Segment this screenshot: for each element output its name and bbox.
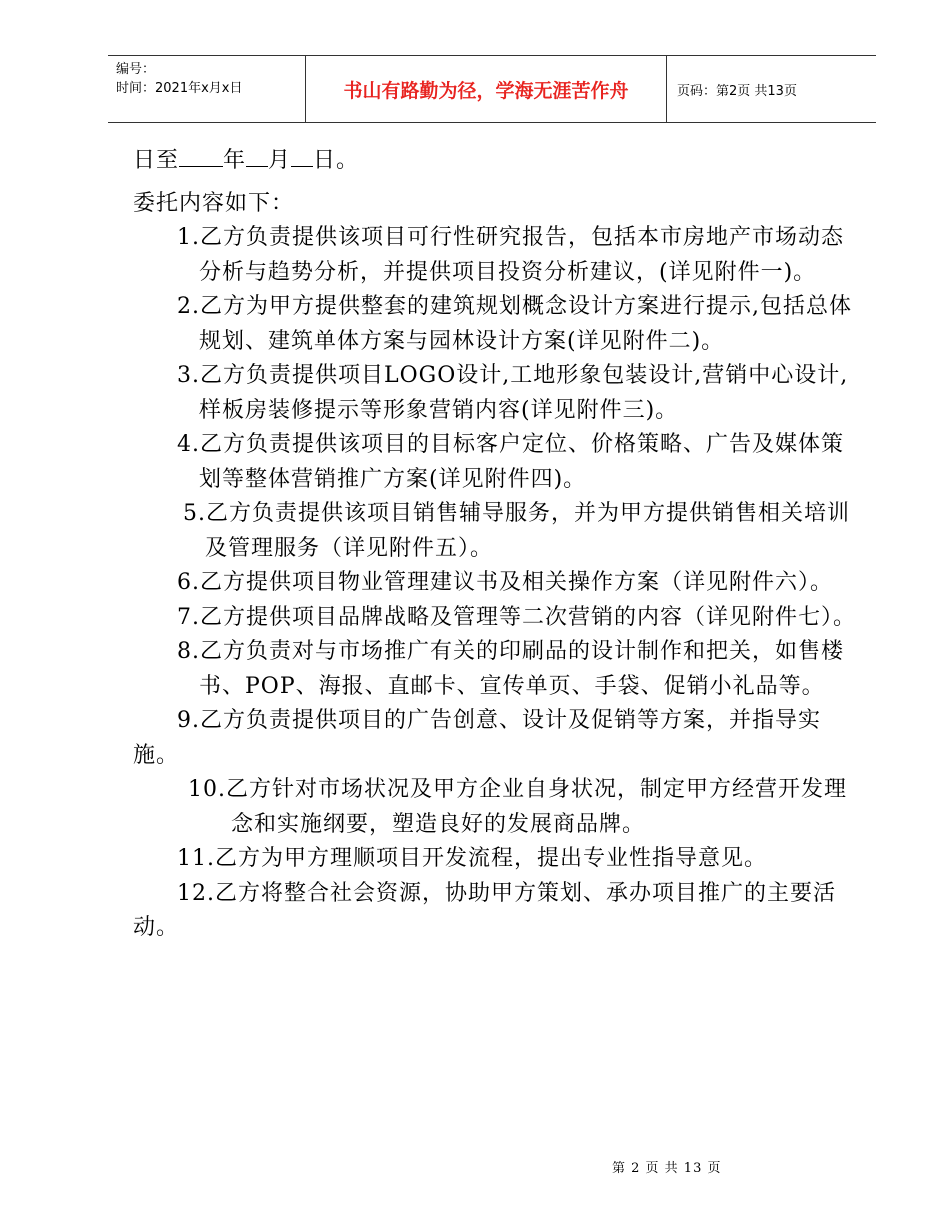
list-item: 9.乙方负责提供项目的广告创意、设计及促销等方案，并指导实施。	[133, 708, 821, 768]
day-blank	[291, 142, 313, 167]
list-item: 3.乙方负责提供项目LOGO设计,工地形象包装设计,营销中心设计,样板房装修提示等形象营销内容(详见附件三)。	[177, 363, 849, 423]
intro-line: 委托内容如下：	[133, 190, 295, 216]
header-page-number: 页码：第2页 共13页	[677, 83, 797, 99]
list-item: 4.乙方负责提供该项目的目标客户定位、价格策略、广告及媒体策划等整体营销推广方案(详见附件四)。	[177, 432, 844, 492]
month-blank	[246, 142, 268, 167]
list-item: 6.乙方提供项目物业管理建议书及相关操作方案（详见附件六）。	[177, 570, 833, 595]
page-footer: 第 2 页 共 13 页	[612, 1161, 722, 1176]
date-text-month: 月	[268, 148, 292, 173]
page-header	[108, 55, 876, 123]
date-line	[133, 142, 863, 179]
date-text-start: 日至	[133, 148, 180, 173]
list-item: 7.乙方提供项目品牌战略及管理等二次营销的内容（详见附件七）。	[177, 604, 856, 630]
document-body	[133, 142, 863, 946]
list-item-continuation: 念和实施纲要，塑造良好的发展商品牌。	[231, 811, 646, 837]
document-number-label: 编号：	[116, 62, 156, 77]
list-item: 5.乙方负责提供该项目销售辅导服务，并为甲方提供销售相关培训及管理服务（详见附件五）。	[183, 501, 850, 561]
list-item: 10.乙方针对市场状况及甲方企业自身状况，制定甲方经营开发理	[188, 777, 847, 802]
header-meta	[108, 56, 305, 122]
list-item: 8.乙方负责对与市场推广有关的印刷品的设计制作和把关，如售楼书、POP、海报、直邮卡、宣传单页、手袋、促销小礼品等。	[177, 639, 844, 699]
header-motto: 书山有路勤为径，学海无涯苦作舟	[305, 56, 667, 122]
list-item: 11.乙方为甲方理顺项目开发流程，提出专业性指导意见。	[177, 846, 767, 871]
date-text-year: 年	[223, 148, 247, 173]
date-text-day: 日。	[313, 148, 360, 173]
list-item: 2.乙方为甲方提供整套的建筑规划概念设计方案进行提示,包括总体规划、建筑单体方案与园林设计方案(详见附件二)。	[177, 294, 852, 354]
list-item: 12.乙方将整合社会资源，协助甲方策划、承办项目推广的主要活动。	[133, 880, 836, 940]
year-blank	[179, 142, 223, 167]
list-item: 1.乙方负责提供该项目可行性研究报告，包括本市房地产市场动态分析与趋势分析，并提供项目投资分析建议，(详见附件一)。	[177, 225, 844, 285]
document-time-label: 时间：2021年x月x日	[116, 81, 243, 96]
